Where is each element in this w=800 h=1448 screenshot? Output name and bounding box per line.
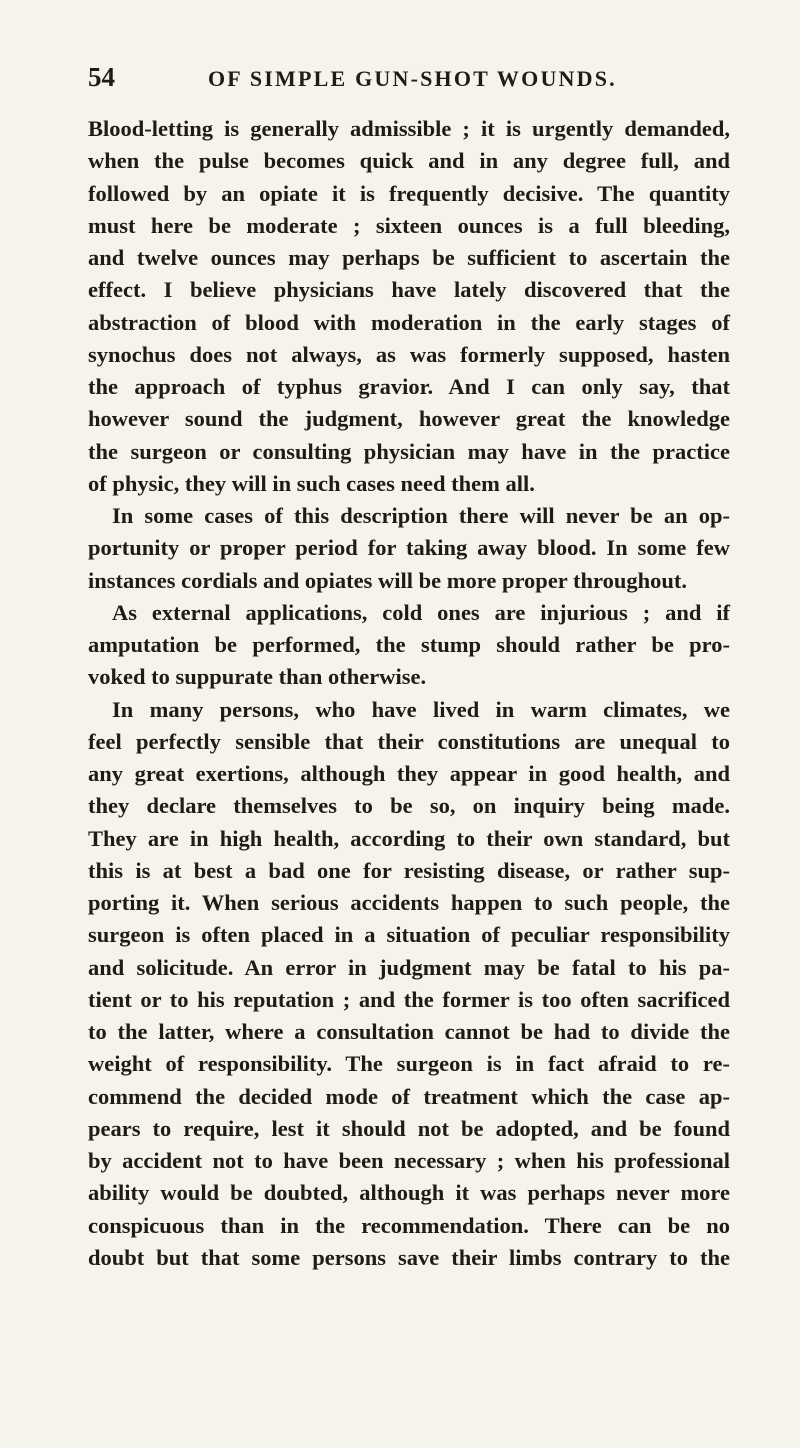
text-line: when the pulse becomes quick and in any degree full, and [88,148,730,174]
text-line: tient or to his reputation ; and the former is too often sacrificed [88,986,730,1012]
text-line: the approach of typhus gravior. And I can only say, that [88,374,730,399]
text-line: however sound the judgment, however great the knowledge [88,406,730,432]
text-line: amputation be performed, the stump should rather be pro- [88,632,730,657]
text-line: surgeon is often placed in a situation of peculiar responsibility [88,922,730,948]
text-line: feel perfectly sensible that their constitutions are unequal to [88,728,730,754]
text-line: doubt but that some persons save their limbs contrary to the [88,1244,730,1270]
text-line: and solicitude. An error in judgment may be fatal to his pa- [88,954,730,980]
text-line: portunity or proper period for taking away blood. In some few [88,535,730,561]
text-line: the surgeon or consulting physician may have in the practice [88,438,730,464]
text-line: As external applications, cold ones are injurious ; and if [112,599,730,625]
text-line: commend the decided mode of treatment which the case ap- [88,1083,730,1109]
text-line: conspicuous than in the recommendation. There can be no [88,1212,730,1238]
page-number: 54 [88,62,115,92]
text-line: effect. I believe physicians have lately discovered that the [88,277,730,303]
text-line: pears to require, lest it should not be adopted, and be found [88,1115,730,1141]
text-line: and twelve ounces may perhaps be sufficient to ascertain the [88,245,730,270]
text-line: synochus does not always, as was formerly supposed, hasten [88,341,730,367]
text-line: followed by an opiate it is frequently decisive. The quantity [88,180,730,206]
text-line: to the latter, where a consultation cannot be had to divide the [88,1019,730,1044]
text-line: instances cordials and opiates will be more proper throughout. [88,567,688,593]
text-line: must here be moderate ; sixteen ounces is a full bleeding, [88,212,730,238]
text-line: ability would be doubted, although it was perhaps never more [88,1180,730,1206]
text-line: by accident not to have been necessary ; when his professional [88,1148,730,1173]
page-header [88,62,730,102]
running-head: OF SIMPLE GUN-SHOT WOUNDS. [208,66,617,91]
text-line: this is at best a bad one for resisting disease, or rather sup- [88,857,730,883]
text-line: weight of responsibility. The surgeon is in fact afraid to re- [88,1051,730,1077]
text-line: they declare themselves to be so, on inquiry being made. [88,793,730,819]
text-line: In many persons, who have lived in warm climates, we [112,696,730,722]
text-line: of physic, they will in such cases need them all. [88,470,535,496]
text-line: They are in high health, according to their own standard, but [88,825,730,851]
text-line: abstraction of blood with moderation in the early stages of [88,309,730,335]
text-line: porting it. When serious accidents happen to such people, the [88,890,730,915]
body-text [88,113,730,1274]
text-line: voked to suppurate than otherwise. [88,664,427,690]
text-line: In some cases of this description there will never be an op- [112,503,730,528]
text-line: Blood-letting is generally admissible ; it is urgently demanded, [88,116,730,141]
text-line: any great exertions, although they appear in good health, and [88,761,730,786]
